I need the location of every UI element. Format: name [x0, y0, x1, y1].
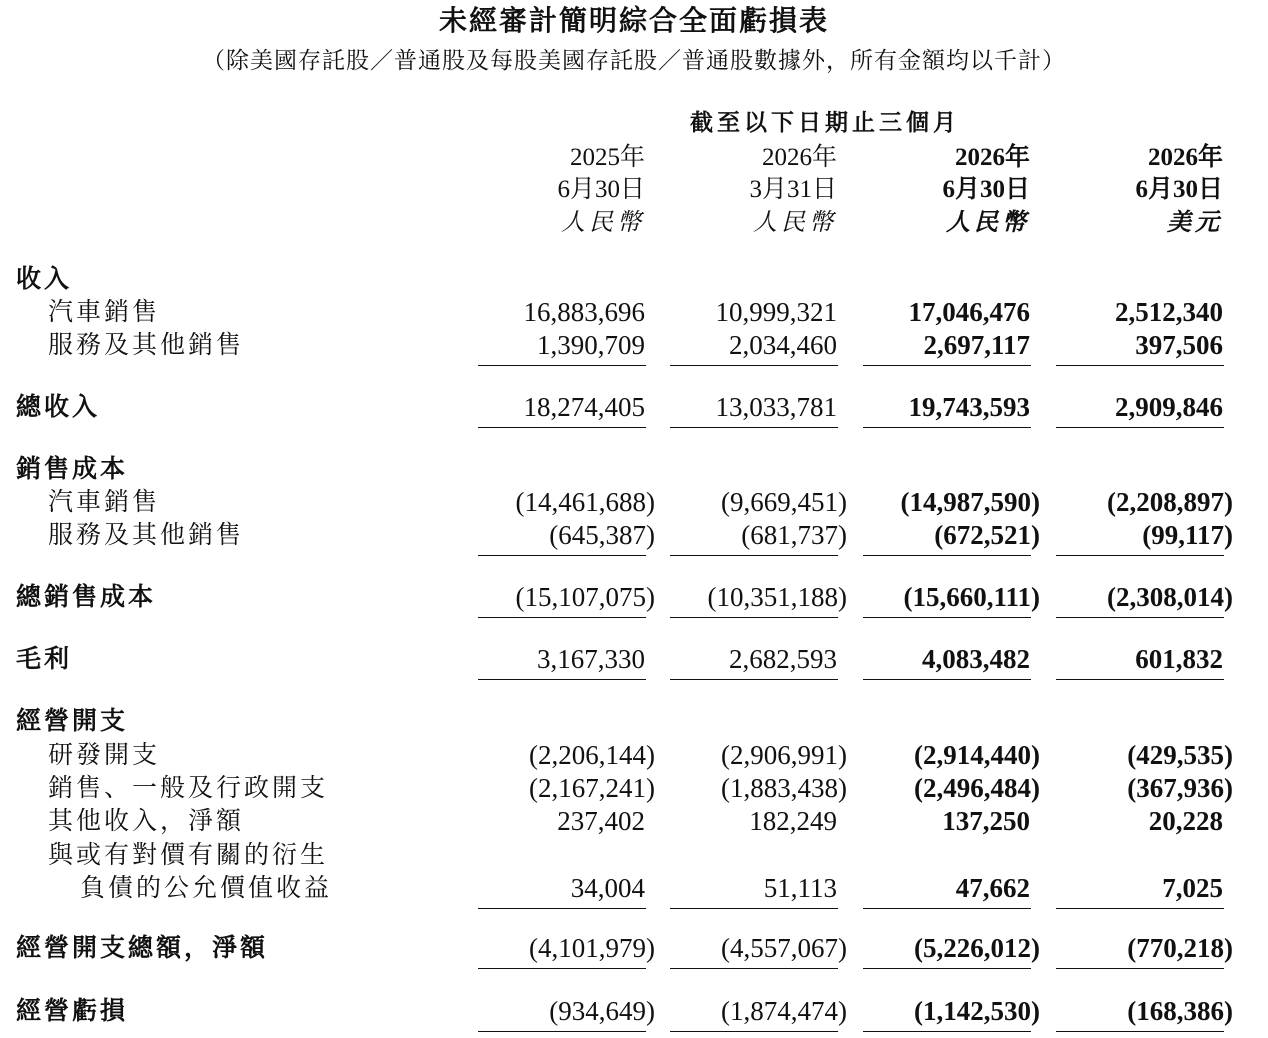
value-cell: (1,142,530)	[914, 996, 1040, 1026]
value-cell: (4,101,979)	[529, 933, 655, 963]
value-cell: 3,167,330	[537, 644, 645, 674]
underline-rule	[670, 427, 838, 428]
row-label: 服務及其他銷售	[48, 330, 245, 359]
value-cell: (168,386)	[1127, 996, 1233, 1026]
value-cell: 10,999,321	[715, 297, 837, 327]
underline-rule	[478, 968, 646, 969]
underline-rule	[863, 427, 1031, 428]
value-cell: (681,737)	[741, 520, 847, 550]
underline-rule	[863, 968, 1031, 969]
value-cell: (5,226,012)	[914, 933, 1040, 963]
column-currency: 人民幣	[561, 208, 645, 236]
column-header	[445, 142, 645, 238]
underline-rule	[478, 365, 646, 366]
value-cell: (4,557,067)	[721, 933, 847, 963]
underline-rule	[1056, 365, 1224, 366]
section-heading: 毛利	[16, 644, 73, 673]
value-cell: 2,034,460	[729, 330, 837, 360]
section-heading: 收入	[16, 264, 73, 293]
value-cell: 7,025	[1162, 873, 1223, 903]
value-cell: 47,662	[955, 873, 1030, 903]
column-date: 6月30日	[942, 176, 1030, 203]
value-cell: 16,883,696	[523, 297, 645, 327]
period-label: 截至以下日期止三個月	[690, 110, 960, 136]
column-year: 2026年	[1147, 144, 1223, 171]
value-cell: (9,669,451)	[721, 487, 847, 517]
section-heading: 總銷售成本	[16, 582, 157, 611]
value-cell: (15,107,075)	[515, 582, 655, 612]
value-cell: 397,506	[1135, 330, 1223, 360]
section-heading: 銷售成本	[16, 454, 129, 483]
underline-rule	[863, 679, 1031, 680]
value-cell: (2,208,897)	[1107, 487, 1233, 517]
value-cell: 601,832	[1135, 644, 1223, 674]
value-cell: 13,033,781	[715, 392, 837, 422]
value-cell: (14,461,688)	[515, 487, 655, 517]
value-cell: 2,512,340	[1115, 297, 1223, 327]
value-cell: 1,390,709	[537, 330, 645, 360]
column-date: 3月31日	[749, 176, 837, 203]
column-header	[637, 142, 837, 238]
value-cell: 2,682,593	[729, 644, 837, 674]
underline-rule	[1056, 908, 1224, 909]
underline-rule	[1056, 617, 1224, 618]
section-heading: 總收入	[16, 392, 101, 421]
value-cell: (15,660,111)	[903, 582, 1040, 612]
underline-rule	[478, 679, 646, 680]
underline-rule	[863, 1031, 1031, 1032]
column-year: 2026年	[761, 144, 837, 171]
value-cell: (645,387)	[549, 520, 655, 550]
row-label: 服務及其他銷售	[48, 520, 245, 549]
row-label: 汽車銷售	[48, 487, 161, 516]
column-date: 6月30日	[557, 176, 645, 203]
value-cell: 51,113	[763, 873, 837, 903]
value-cell: 2,697,117	[923, 330, 1030, 360]
value-cell: (1,874,474)	[721, 996, 847, 1026]
value-cell: (2,914,440)	[914, 740, 1040, 770]
column-currency: 人民幣	[946, 208, 1030, 236]
underline-rule	[863, 365, 1031, 366]
value-cell: (672,521)	[934, 520, 1040, 550]
row-label: 銷售、一般及行政開支	[48, 773, 329, 802]
underline-rule	[1056, 679, 1224, 680]
value-cell: (429,535)	[1127, 740, 1233, 770]
underline-rule	[1056, 1031, 1224, 1032]
value-cell: (99,117)	[1142, 520, 1233, 550]
column-header	[1023, 142, 1223, 238]
row-label: 研發開支	[48, 740, 161, 769]
underline-rule	[1056, 968, 1224, 969]
value-cell: (14,987,590)	[900, 487, 1040, 517]
row-label: 負債的公允價值收益	[80, 873, 333, 902]
value-cell: 4,083,482	[922, 644, 1030, 674]
column-date: 6月30日	[1135, 176, 1223, 203]
underline-rule	[478, 908, 646, 909]
underline-rule	[863, 908, 1031, 909]
value-cell: (2,167,241)	[529, 773, 655, 803]
underline-rule	[863, 555, 1031, 556]
value-cell: (2,496,484)	[914, 773, 1040, 803]
underline-rule	[478, 555, 646, 556]
underline-rule	[1056, 555, 1224, 556]
underline-rule	[670, 555, 838, 556]
column-header	[830, 142, 1030, 238]
row-label: 汽車銷售	[48, 297, 161, 326]
underline-rule	[670, 1031, 838, 1032]
value-cell: (2,308,014)	[1107, 582, 1233, 612]
underline-rule	[670, 679, 838, 680]
section-heading: 經營開支總額，淨額	[16, 933, 269, 962]
value-cell: (2,906,991)	[721, 740, 847, 770]
row-label: 與或有對價有關的衍生	[48, 840, 329, 869]
underline-rule	[863, 617, 1031, 618]
underline-rule	[670, 968, 838, 969]
value-cell: (367,936)	[1127, 773, 1233, 803]
section-heading: 經營虧損	[16, 996, 129, 1025]
column-year: 2026年	[954, 144, 1030, 171]
value-cell: (1,883,438)	[721, 773, 847, 803]
column-currency: 美元	[1167, 208, 1223, 236]
value-cell: 20,228	[1148, 806, 1223, 836]
underline-rule	[478, 1031, 646, 1032]
value-cell: 19,743,593	[908, 392, 1030, 422]
column-currency: 人民幣	[753, 208, 837, 236]
underline-rule	[478, 427, 646, 428]
underline-rule	[670, 365, 838, 366]
row-label: 其他收入，淨額	[48, 806, 245, 835]
value-cell: (10,351,188)	[707, 582, 847, 612]
value-cell: 2,909,846	[1115, 392, 1223, 422]
value-cell: (770,218)	[1127, 933, 1233, 963]
underline-rule	[670, 908, 838, 909]
column-year: 2025年	[569, 144, 645, 171]
value-cell: 137,250	[942, 806, 1030, 836]
section-heading: 經營開支	[16, 706, 129, 735]
statement-title: 未經審計簡明綜合全面虧損表	[438, 4, 829, 37]
underline-rule	[478, 617, 646, 618]
underline-rule	[670, 617, 838, 618]
value-cell: (2,206,144)	[529, 740, 655, 770]
value-cell: (934,649)	[549, 996, 655, 1026]
value-cell: 18,274,405	[523, 392, 645, 422]
value-cell: 182,249	[749, 806, 837, 836]
underline-rule	[1056, 427, 1224, 428]
value-cell: 17,046,476	[908, 297, 1030, 327]
statement-subtitle: （除美國存託股／普通股及每股美國存託股／普通股數據外，所有金額均以千計）	[202, 48, 1066, 74]
value-cell: 237,402	[557, 806, 645, 836]
value-cell: 34,004	[570, 873, 645, 903]
